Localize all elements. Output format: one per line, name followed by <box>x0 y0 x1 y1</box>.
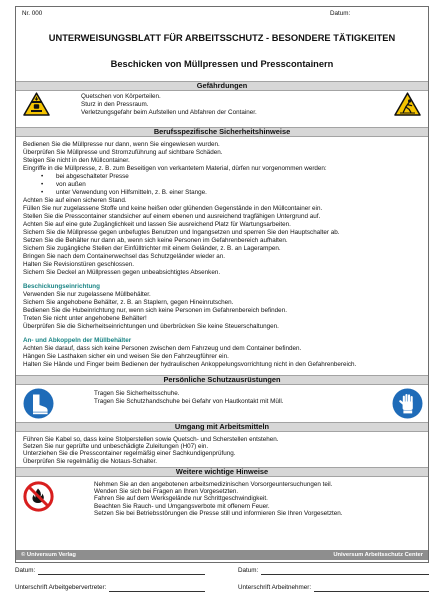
list-item-text: Bringen Sie nach dem Containerwechsel das Schutzgeländer wieder an. <box>23 253 225 260</box>
signature-line <box>109 584 205 592</box>
safety-instructions <box>23 141 356 369</box>
section-header-safety: Berufsspezifische Sicherheitshinweise <box>16 127 428 137</box>
signature-date-right <box>238 566 429 575</box>
further-notes-list <box>94 481 343 517</box>
safety-boots-icon <box>23 388 54 419</box>
list-item <box>23 197 356 205</box>
list-item <box>23 245 356 253</box>
list-item <box>23 269 356 277</box>
list-item: Bedienen Sie die Hubeinrichtung nur, wenn sich keine Personen im Gefahrenbereich befinden. <box>23 307 287 314</box>
employer-signature-label: Unterschrift Arbeitgebervertreter: <box>15 584 107 591</box>
footer-publisher: © Universum Verlag <box>21 552 76 558</box>
list-item <box>23 237 356 245</box>
list-item <box>23 181 356 189</box>
crush-hazard-icon <box>23 92 50 116</box>
section-header-equipment: Umgang mit Arbeitsmitteln <box>16 422 428 432</box>
fall-hazard-icon <box>394 92 421 116</box>
list-item <box>23 141 356 149</box>
list-item: Treten Sie nicht unter angehobene Behälter! <box>23 315 147 322</box>
list-item-text: bei abgeschalteter Presse <box>56 173 129 180</box>
list-item: Quetschen von Körperteilen. <box>81 93 161 100</box>
list-item <box>23 157 356 165</box>
list-item-text: unter Verwendung von Hilfsmitteln, z. B. einer Stange. <box>56 189 207 196</box>
equipment-list <box>23 436 279 465</box>
list-item-text: Überprüfen Sie Müllpresse und Stromzuführung auf sichtbare Schäden. <box>23 149 223 156</box>
list-item <box>23 173 356 181</box>
loading-device-list <box>23 291 356 331</box>
page-subtitle: Beschicken von Müllpressen und Presscontainern <box>110 59 334 69</box>
list-item: Führen Sie Kabel so, dass keine Stolperstellen sowie Quetsch- und Scherstellen entstehen. <box>23 436 279 443</box>
footer-center-name: Universum Arbeitsschutz Center <box>333 552 423 558</box>
section-header-hazards: Gefährdungen <box>16 81 428 91</box>
subsection-heading: Beschickungseinrichtung <box>23 283 100 290</box>
list-item-text: von außen <box>56 181 86 188</box>
document-number: Nr. 000 <box>22 10 43 17</box>
bullet-marker: • <box>41 181 44 188</box>
ppe-list <box>94 390 283 406</box>
header-date-label: Datum: <box>330 10 351 17</box>
list-item-text: Stellen Sie die Presscontainer standsicher auf einem ebenen und ausreichend tragfähigen Untergrund auf. <box>23 213 321 220</box>
list-item: Setzen Sie bei Betriebsstörungen die Presse still und informieren Sie Ihren Vorgesetzten. <box>94 509 343 517</box>
date-label: Datum: <box>15 567 36 574</box>
list-item: Wenden Sie sich bei Fragen an Ihren Vorgesetzten. <box>94 488 239 496</box>
safety-list <box>23 141 356 277</box>
instruction-sheet <box>15 6 429 563</box>
list-item: Sturz in den Pressraum. <box>81 100 149 108</box>
list-item-text: Halten Sie Revisionstüren geschlossen. <box>23 261 134 268</box>
section-header-ppe: Persönliche Schutzausrüstungen <box>16 375 428 385</box>
list-item-text: Sichern Sie die Müllpresse gegen unbefugtes Benutzen und Ingangsetzen und sperren Sie den Hauptschalter ab. <box>23 229 340 236</box>
footer-bar <box>16 550 428 560</box>
list-item: Fahren Sie auf dem Werksgelände nur Schrittgeschwindigkeit. <box>94 495 268 503</box>
list-item <box>23 229 356 237</box>
coupling-list <box>23 345 356 369</box>
list-item-text: Bedienen Sie die Müllpresse nur dann, wenn Sie eingewiesen wurden. <box>23 141 220 148</box>
employee-signature-label: Unterschrift Arbeitnehmer: <box>238 584 312 591</box>
bullet-marker: • <box>41 173 44 180</box>
list-item <box>23 213 356 221</box>
list-item: Halten Sie Hände und Finger beim Bedienen der hydraulischen Ankoppelungsvorrichtung nicht in den Gefahrenbereich. <box>23 361 357 368</box>
list-item: Tragen Sie Schutzhandschuhe bei Gefahr von Hautkontakt mit Müll. <box>94 398 284 405</box>
no-open-fire-icon <box>23 481 54 512</box>
list-item: Verletzungsgefahr beim Aufstellen und Abfahren der Container. <box>81 108 257 116</box>
date-line <box>38 567 205 575</box>
list-item: Sichern Sie angehobene Behälter, z. B. an Staplern, gegen Hineinrutschen. <box>23 299 234 306</box>
list-item: Unterziehen Sie die Presscontainer regelmäßig einer Sachkundigenprüfung. <box>23 450 236 458</box>
list-item <box>23 261 356 269</box>
signature-employee <box>238 583 429 592</box>
list-item-text: Sichern Sie Deckel an Müllpressen gegen unbeabsichtigtes Absenken. <box>23 269 221 276</box>
date-label: Datum: <box>238 567 259 574</box>
list-item-text: Achten Sie auf eine gute Zugänglichkeit und lassen Sie ausreichend Platz für Wartungsarbeiten. <box>23 221 291 228</box>
subsection-heading: An- und Abkoppeln der Müllbehälter <box>23 337 132 344</box>
page-title: UNTERWEISUNGSBLATT FÜR ARBEITSSCHUTZ - BESONDERE TÄTIGKEITEN <box>48 33 396 43</box>
bullet-marker: • <box>41 189 44 196</box>
list-item <box>23 205 356 213</box>
list-item <box>23 189 356 197</box>
protective-gloves-icon <box>392 388 423 419</box>
list-item <box>23 149 356 157</box>
list-item: Hängen Sie Lasthaken sicher ein und weisen Sie den Fahrzeugführer ein. <box>23 353 229 360</box>
list-item-text: Füllen Sie nur zugelassene Stoffe und keine heißen oder glühenden Gegenstände in den Müllcontainer ein. <box>23 205 323 212</box>
list-item-text: Achten Sie auf einen sicheren Stand. <box>23 197 127 204</box>
list-item: Überprüfen Sie die Sicherheitseinrichtungen und überbrücken Sie keine Steuerschaltungen. <box>23 323 279 330</box>
date-line <box>261 567 429 575</box>
list-item: Überprüfen Sie regelmäßig die Notaus-Schalter. <box>23 457 158 465</box>
list-item-text: Sichern Sie zugängliche Stellen der Einfülltrichter mit einem Geländer, z. B. an Lagerampen. <box>23 245 281 252</box>
list-item: Beachten Sie Rauch- und Umgangsverbote mit offenem Feuer. <box>94 502 270 510</box>
list-item: Verwenden Sie nur zugelassene Müllbehälter. <box>23 291 151 298</box>
section-header-further: Weitere wichtige Hinweise <box>16 467 428 477</box>
list-item-text: Steigen Sie nicht in den Müllcontainer. <box>23 157 130 164</box>
signature-date-left <box>15 566 205 575</box>
list-item-text: Setzen Sie die Behälter nur dann ab, wenn sich keine Personen im Gefahrenbereich aufhalten. <box>23 237 288 244</box>
signature-employer <box>15 583 205 592</box>
hazard-list <box>81 93 257 116</box>
list-item <box>23 165 356 173</box>
list-item <box>23 221 356 229</box>
list-item: Setzen Sie nur geprüfte und unbeschädigte Zuleitungen (H07) ein. <box>23 443 209 451</box>
list-item <box>23 253 356 261</box>
list-item: Tragen Sie Sicherheitsschuhe. <box>94 390 180 397</box>
signature-line <box>314 584 429 592</box>
list-item: Achten Sie darauf, dass sich keine Personen zwischen dem Fahrzeug und dem Container befinden. <box>23 345 302 352</box>
list-item: Nehmen Sie an den angebotenen arbeitsmedizinischen Vorsorgeuntersuchungen teil. <box>94 481 333 488</box>
list-item-text: Eingriffe in die Müllpresse, z. B. zum Beseitigen von verkantetem Material, dürfen nur vorgenommen werden: <box>23 165 327 172</box>
